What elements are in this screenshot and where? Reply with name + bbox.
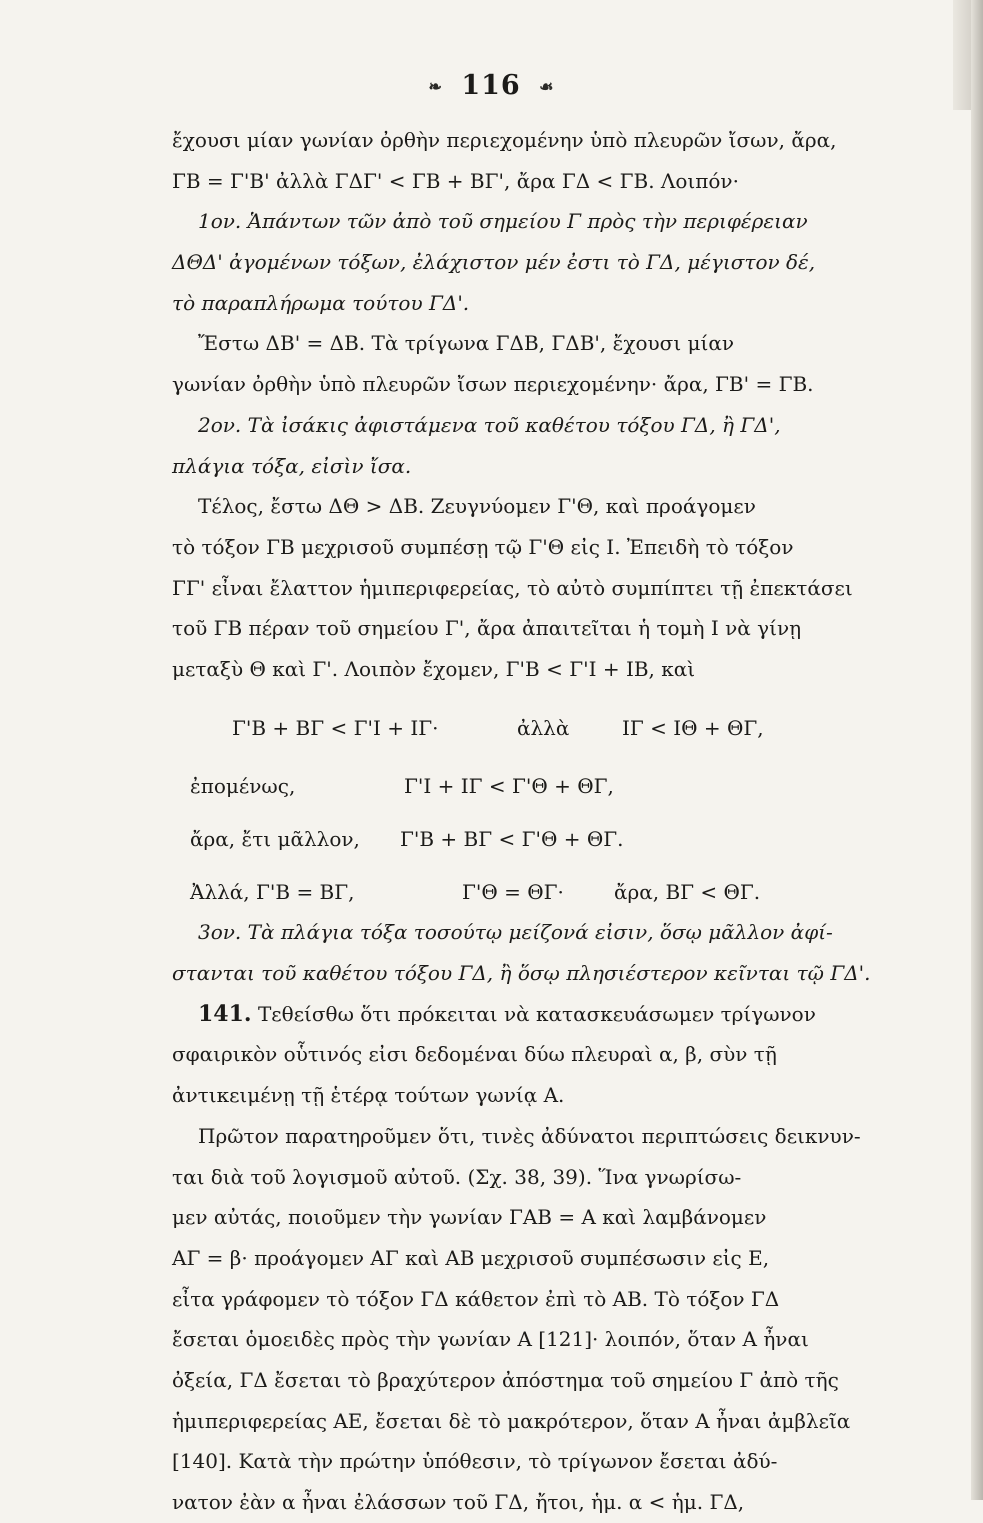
text-line: ΔΘΔ' ἀγομένων τόξων, ἐλάχιστον μέν ἐστι τὸ ΓΔ, μέγιστον δέ,	[172, 250, 816, 275]
text-line: εἶτα γράφομεν τὸ τόξον ΓΔ κάθετον ἐπὶ τὸ ΑΒ. Τὸ τόξον ΓΔ	[172, 1286, 780, 1311]
text-line: ται διὰ τοῦ λογισμοῦ αὐτοῦ. (Σχ. 38, 39). Ἵνα γνωρίσω-	[172, 1164, 742, 1189]
math-line-1	[172, 708, 872, 749]
math-label: ἄρα, ἔτι μᾶλλον,	[190, 827, 360, 851]
text-line: στανται τοῦ καθέτου τόξου ΓΔ, ἢ ὅσῳ πλησιέστερον κεῖνται τῷ ΓΔ'.	[172, 961, 871, 986]
text-line: τὸ παραπλήρωμα τούτου ΓΔ'.	[172, 290, 470, 315]
text-line: τοῦ ΓΒ πέραν τοῦ σημείου Γ', ἄρα ἀπαιτεῖται ἡ τομὴ Ι νὰ γίνῃ	[172, 616, 802, 641]
text-line: μεταξὺ Θ καὶ Γ'. Λοιπὸν ἔχομεν, Γ'Β < Γ'Ι + ΙΒ, καὶ	[172, 656, 696, 681]
proposition-1: 1ον. Ἁπάντων τῶν ἀπὸ τοῦ σημείου Γ πρὸς τὴν περιφέρειαν	[198, 209, 808, 234]
text-line: ὀξεία, ΓΔ ἔσεται τὸ βραχύτερον ἀπόστημα τοῦ σημείου Γ ἀπὸ τῆς	[172, 1367, 839, 1392]
text-line: γωνίαν ὀρθὴν ὑπὸ πλευρῶν ἴσων περιεχομένην· ἄρα, ΓΒ' = ΓΒ.	[172, 372, 814, 397]
text-line: Ἔστω ΔΒ' = ΔΒ. Τὰ τρίγωνα ΓΔΒ, ΓΔΒ', ἔχουσι μίαν	[198, 331, 735, 356]
page-edge	[971, 0, 983, 1500]
text-line: Πρῶτον παρατηροῦμεν ὅτι, τινὲς ἀδύνατοι περιπτώσεις δεικνυν-	[198, 1123, 861, 1148]
text-line: ΑΓ = β· προάγομεν ΑΓ καὶ ΑΒ μεχρισοῦ συμπέσωσιν εἰς Ε,	[172, 1245, 770, 1270]
proposition-3: 3ον. Τὰ πλάγια τόξα τοσούτῳ μείζονά εἰσιν, ὅσῳ μᾶλλον ἀφί-	[198, 920, 833, 945]
math-expr: Γ'Β + ΒΓ < Γ'Ι + ΙΓ·	[232, 715, 439, 740]
text-line: Τέλος, ἔστω ΔΘ > ΔΒ. Ζευγνύομεν Γ'Θ, καὶ προάγομεν	[198, 494, 756, 519]
text-line: πλάγια τόξα, εἰσὶν ἴσα.	[172, 453, 412, 478]
math-expr: Γ'Β + ΒΓ < Γ'Θ + ΘΓ.	[400, 827, 624, 851]
math-line-4	[172, 872, 872, 913]
section-141-heading	[172, 994, 872, 1035]
math-expr: Γ'Ι + ΙΓ < Γ'Θ + ΘΓ,	[404, 774, 614, 799]
text-line: νατον ἐὰν α ἦναι ἐλάσσων τοῦ ΓΔ, ἤτοι, ἡμ. α < ἡμ. ΓΔ,	[172, 1490, 745, 1514]
text-line: σφαιρικὸν οὗτινός εἰσι δεδομέναι δύω πλευραὶ α, β, σὺν τῇ	[172, 1042, 777, 1067]
text-line: ἔχουσι μίαν γωνίαν ὀρθὴν περιεχομένην ὑπὸ πλευρῶν ἴσων, ἄρα,	[172, 128, 837, 152]
text-line: μεν αὐτάς, ποιοῦμεν τὴν γωνίαν ΓΑΒ = Α καὶ λαμβάνομεν	[172, 1205, 767, 1230]
ornament-left-icon: ❧	[428, 77, 443, 96]
text-line: ἔσεται ὁμοειδὲς πρὸς τὴν γωνίαν Α [121]· λοιπόν, ὅταν Α ἦναι	[172, 1327, 809, 1352]
math-expr: Γ'Θ = ΘΓ·	[462, 879, 564, 904]
text-line: ΓΓ' εἶναι ἔλαττον ἡμιπεριφερείας, τὸ αὐτὸ συμπίπτει τῇ ἐπεκτάσει	[172, 575, 853, 600]
math-line-2	[172, 766, 872, 807]
proposition-2: 2ον. Τὰ ἰσάκις ἀφιστάμενα τοῦ καθέτου τόξου ΓΔ, ἢ ΓΔ',	[198, 412, 781, 437]
math-expr: Ἀλλά, Γ'Β = ΒΓ,	[190, 879, 355, 904]
text-line: τὸ τόξον ΓΒ μεχρισοῦ συμπέσῃ τῷ Γ'Θ εἰς Ι. Ἐπειδὴ τὸ τόξον	[172, 534, 794, 559]
section-number: 141.	[198, 1000, 252, 1027]
page-header	[0, 70, 983, 101]
math-line-3	[172, 819, 872, 860]
ornament-right-icon: ☙	[539, 77, 555, 96]
math-expr: ΙΓ < ΙΘ + ΘΓ,	[622, 715, 764, 740]
text-line: [140]. Κατὰ τὴν πρώτην ὑπόθεσιν, τὸ τρίγωνον ἔσεται ἀδύ-	[172, 1449, 778, 1474]
math-word: ἀλλὰ	[517, 715, 570, 740]
text-line: ἡμιπεριφερείας ΑΕ, ἔσεται δὲ τὸ μακρότερον, ὅταν Α ἦναι ἀμβλεῖα	[172, 1408, 851, 1433]
page-body	[172, 120, 872, 1523]
math-label: ἐπομένως,	[190, 774, 296, 799]
text-line: ΓΒ = Γ'Β' ἀλλὰ ΓΔΓ' < ΓΒ + ΒΓ', ἄρα ΓΔ < ΓΒ. Λοιπόν·	[172, 168, 739, 193]
section-text: Τεθείσθω ὅτι πρόκειται νὰ κατασκευάσωμεν τρίγωνον	[257, 1001, 816, 1026]
text-line: ἀντικειμένῃ τῇ ἑτέρᾳ τούτων γωνίᾳ Α.	[172, 1083, 565, 1108]
page-number: 116	[461, 70, 521, 101]
math-expr: ἄρα, ΒΓ < ΘΓ.	[614, 879, 761, 904]
